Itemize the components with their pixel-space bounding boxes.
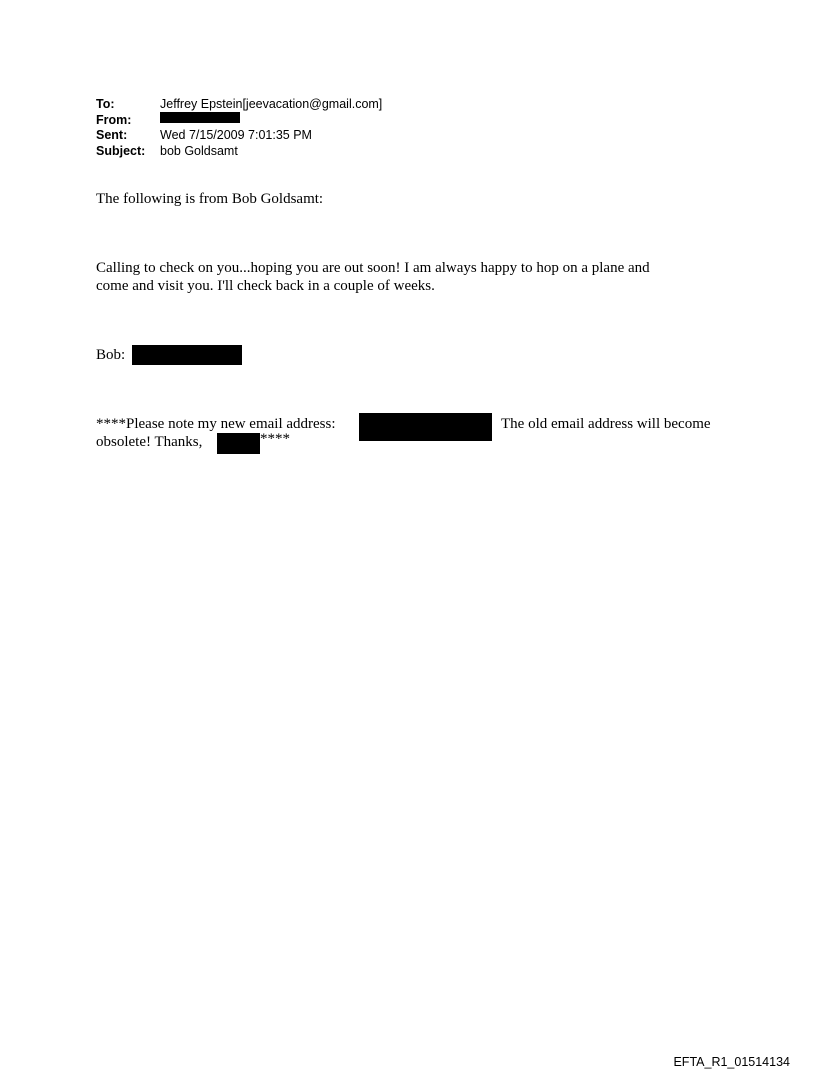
note-prefix: ****Please note my new email address: [96, 416, 336, 432]
email-header [96, 97, 382, 159]
redaction-new-email [359, 413, 492, 441]
document-id: EFTA_R1_01514134 [673, 1055, 790, 1069]
header-from-row [96, 113, 382, 129]
note-suffix: The old email address will become [501, 416, 711, 432]
header-to-row [96, 97, 382, 113]
header-from-label: From: [96, 112, 132, 127]
header-subject-row [96, 144, 382, 160]
note-line2-suffix: **** [260, 431, 290, 447]
message-line-2: come and visit you. I'll check back in a couple of weeks. [96, 278, 435, 294]
signoff-label: Bob: [96, 347, 126, 363]
redaction-signoff [132, 345, 242, 365]
header-to-value: Jeffrey Epstein[jeevacation@gmail.com] [160, 97, 383, 112]
redaction-thanks-name [217, 433, 260, 454]
header-sent-label: Sent: [96, 128, 128, 143]
header-subject-label: Subject: [96, 143, 146, 158]
header-sent-row [96, 128, 382, 144]
message-line-1: Calling to check on you...hoping you are out soon! I am always happy to hop on a plane and [96, 260, 650, 276]
note-line2-prefix: obsolete! Thanks, [96, 434, 203, 450]
header-to-label: To: [96, 97, 115, 112]
header-subject-value: bob Goldsamt [160, 143, 238, 158]
intro-line: The following is from Bob Goldsamt: [96, 191, 324, 207]
header-sent-value: Wed 7/15/2009 7:01:35 PM [160, 128, 312, 143]
redaction-from [160, 112, 240, 123]
